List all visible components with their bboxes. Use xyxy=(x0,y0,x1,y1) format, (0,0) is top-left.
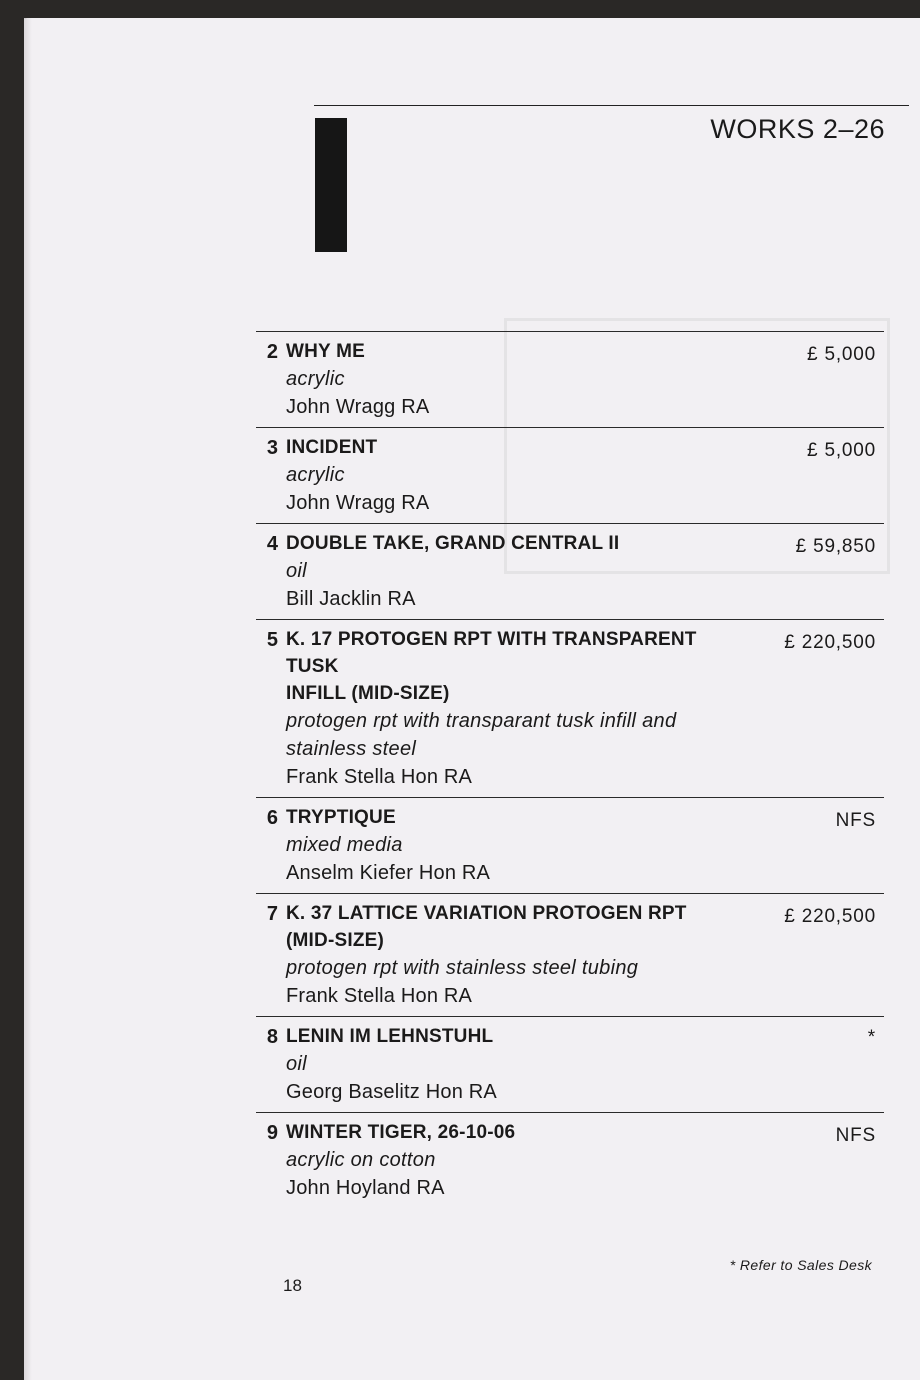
work-price: NFS xyxy=(835,1125,876,1146)
list-item xyxy=(256,893,884,1016)
work-price: £ 59,850 xyxy=(795,536,876,557)
work-price: £ 5,000 xyxy=(807,440,876,461)
header-rule xyxy=(314,105,909,106)
list-item xyxy=(256,1112,884,1208)
work-title: DOUBLE TAKE, GRAND CENTRAL II xyxy=(286,533,620,554)
work-medium: acrylic xyxy=(286,368,345,390)
work-number: 5 xyxy=(266,629,278,651)
work-price: £ 220,500 xyxy=(784,906,876,927)
work-title: WINTER TIGER, 26-10-06 xyxy=(286,1122,516,1143)
work-number: 4 xyxy=(266,533,278,555)
list-item xyxy=(256,797,884,893)
list-item xyxy=(256,619,884,797)
work-artist: Georg Baselitz Hon RA xyxy=(286,1081,497,1103)
work-medium: oil xyxy=(286,560,307,582)
work-price: £ 220,500 xyxy=(784,632,876,653)
list-item xyxy=(256,427,884,523)
page-number: 18 xyxy=(283,1276,302,1295)
work-artist: Frank Stella Hon RA xyxy=(286,766,473,788)
work-artist: John Wragg RA xyxy=(286,396,430,418)
work-title: WHY ME xyxy=(286,341,365,362)
work-title: LENIN IM LEHNSTUHL xyxy=(286,1026,494,1047)
work-title: INCIDENT xyxy=(286,437,378,458)
work-artist: Frank Stella Hon RA xyxy=(286,985,473,1007)
work-medium: acrylic xyxy=(286,464,345,486)
page-edge-shadow xyxy=(24,18,32,1380)
work-medium: oil xyxy=(286,1053,307,1075)
work-title: K. 17 PROTOGEN RPT WITH TRANSPARENT TUSK INFILL (MID-SIZE) xyxy=(286,629,697,704)
work-price: £ 5,000 xyxy=(807,344,876,365)
page-title: WORKS 2–26 xyxy=(710,114,885,144)
work-artist: John Hoyland RA xyxy=(286,1177,445,1199)
work-number: 8 xyxy=(266,1026,278,1048)
work-price: * xyxy=(867,1027,876,1048)
list-item xyxy=(256,523,884,619)
work-number: 2 xyxy=(266,341,278,363)
work-number: 9 xyxy=(266,1122,278,1144)
work-artist: John Wragg RA xyxy=(286,492,430,514)
work-price: NFS xyxy=(835,810,876,831)
work-title: K. 37 LATTICE VARIATION PROTOGEN RPT (MID-SIZE) xyxy=(286,903,687,951)
work-artist: Anselm Kiefer Hon RA xyxy=(286,862,491,884)
work-artist: Bill Jacklin RA xyxy=(286,588,416,610)
work-number: 6 xyxy=(266,807,278,829)
work-title: TRYPTIQUE xyxy=(286,807,396,828)
work-number: 7 xyxy=(266,903,278,925)
work-medium: protogen rpt with stainless steel tubing xyxy=(286,957,639,979)
work-medium: mixed media xyxy=(286,834,403,856)
list-item xyxy=(256,1016,884,1112)
sales-desk-footnote: * Refer to Sales Desk xyxy=(729,1257,872,1273)
works-list xyxy=(256,331,884,1208)
section-marker-block xyxy=(315,118,347,252)
work-number: 3 xyxy=(266,437,278,459)
work-medium: acrylic on cotton xyxy=(286,1149,436,1171)
list-item xyxy=(256,331,884,427)
work-medium: protogen rpt with transparant tusk infill and stainless steel xyxy=(286,710,677,760)
